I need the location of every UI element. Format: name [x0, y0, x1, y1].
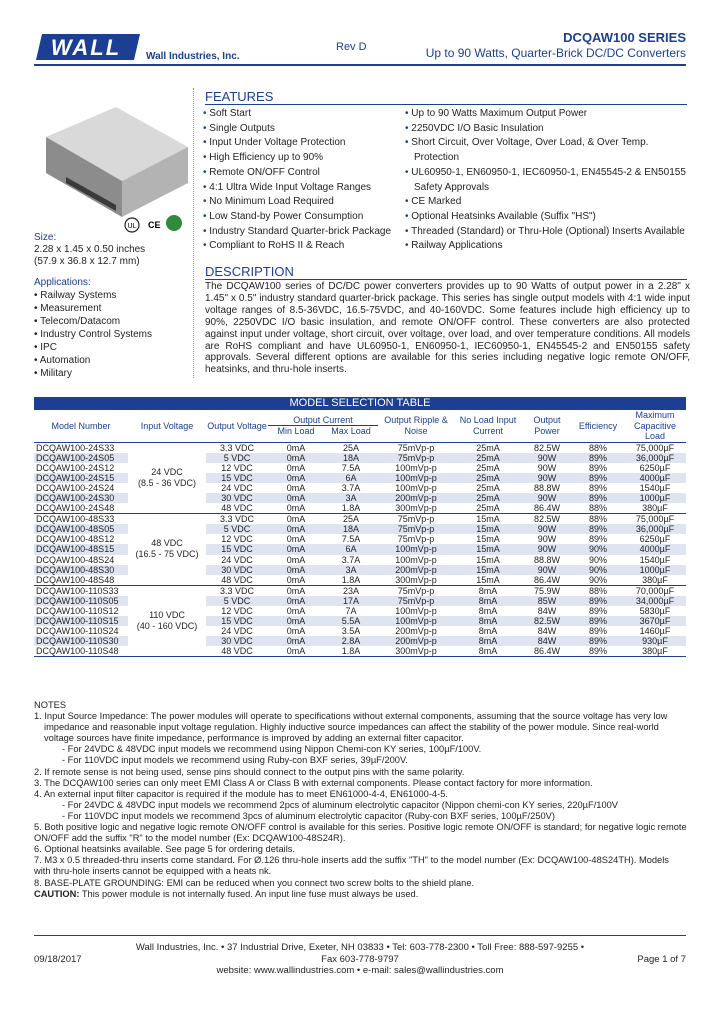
output-voltage: 5 VDC — [206, 453, 268, 463]
footer-date: 09/18/2017 — [34, 954, 82, 965]
output-power: 90W — [522, 473, 572, 483]
model-number: DCQAW100-110S33 — [36, 585, 119, 596]
model-number: DCQAW100-110S05 — [34, 596, 128, 606]
input-voltage-range: (8.5 - 36 VDC) — [137, 477, 197, 488]
output-voltage: 3.3 VDC — [219, 514, 254, 525]
efficiency: 89% — [572, 453, 624, 463]
model-number: DCQAW100-24S33 — [36, 442, 115, 453]
output-power: 88.8W — [533, 482, 560, 493]
series-subtitle: Up to 90 Watts, Quarter-Brick DC/DC Converters — [425, 46, 686, 60]
output-voltage: 24 VDC — [221, 482, 253, 493]
efficiency: 89% — [588, 534, 607, 545]
max-load: 7A — [345, 606, 357, 616]
series-title: DCQAW100 SERIES — [563, 30, 686, 45]
efficiency: 88% — [588, 514, 607, 525]
max-load: 1.8A — [324, 503, 378, 514]
ripple-noise: 200mVp-p — [395, 626, 437, 637]
output-power: 90W — [537, 534, 557, 545]
output-voltage: 30 VDC — [206, 636, 268, 646]
footer-address — [100, 942, 620, 977]
th-model: Model Number — [34, 410, 128, 442]
svg-text:CE: CE — [148, 220, 161, 230]
cap-load: 4000µF — [624, 473, 686, 483]
caution-text: This power module is not internally fused. An input line fuse must always be used. — [79, 888, 419, 899]
no-load-current: 25mA — [476, 442, 500, 453]
application-item: • Automation — [34, 354, 152, 367]
ripple-noise: 200mVp-p — [378, 636, 454, 646]
min-load: 0mA — [268, 596, 324, 606]
output-power: 84W — [537, 606, 557, 616]
input-voltage-range: (40 - 160 VDC) — [136, 621, 198, 632]
note-1d: - For 24VDC & 48VDC input models we recommend using Nippon Chemi-con KY series, 100µF/100V. — [62, 744, 482, 755]
cap-load: 6250µF — [639, 462, 671, 473]
output-power: 75.9W — [533, 585, 560, 596]
svg-text:UL: UL — [127, 223, 137, 230]
output-power: 84W — [537, 626, 557, 637]
note-2: 2. If remote sense is not being used, sense pins should connect to the output pins with the same polarity. — [34, 766, 465, 777]
cap-load: 75,000µF — [635, 442, 675, 453]
no-load-current: 25mA — [476, 462, 500, 473]
no-load-current: 8mA — [454, 636, 522, 646]
output-voltage: 15 VDC — [206, 473, 268, 483]
efficiency: 88% — [572, 503, 624, 514]
efficiency: 88% — [588, 442, 607, 453]
feature-item: • CE Marked — [405, 195, 690, 210]
max-load: 18A — [324, 524, 378, 534]
min-load: 0mA — [268, 646, 324, 657]
table-row — [34, 514, 686, 525]
ripple-noise: 100mVp-p — [378, 616, 454, 626]
th-ripple: Output Ripple & Noise — [378, 410, 454, 442]
note-8: 8. BASE-PLATE GROUNDING: EMI can be reduced when you connect two screw bolts to the shield plane. — [34, 877, 475, 888]
efficiency: 90% — [572, 565, 624, 575]
note-4c: - For 110VDC input models we recommend 3pcs of aluminum electrolytic capacitor (Ruby-con BXF series, 100µF/250V) — [62, 810, 555, 821]
cap-load: 380µF — [624, 575, 686, 586]
model-selection-table — [34, 410, 686, 657]
min-load: 0mA — [268, 544, 324, 554]
max-load: 3.7A — [341, 482, 361, 493]
max-load: 18A — [324, 453, 378, 463]
no-load-current: 15mA — [476, 514, 500, 525]
ripple-noise: 100mVp-p — [378, 544, 454, 554]
efficiency: 89% — [588, 462, 607, 473]
no-load-current: 8mA — [454, 616, 522, 626]
min-load: 0mA — [268, 524, 324, 534]
max-load: 7.5A — [341, 462, 361, 473]
feature-item: • 2250VDC I/O Basic Insulation — [405, 122, 690, 137]
feature-item: • Short Circuit, Over Voltage, Over Load, & Over Temp. Protection — [405, 136, 690, 165]
th-min-load: Min Load — [277, 426, 315, 437]
min-load: 0mA — [286, 534, 306, 545]
ripple-noise: 100mVp-p — [395, 554, 437, 565]
min-load: 0mA — [268, 503, 324, 514]
table-header-row — [34, 410, 686, 442]
th-no-load: No Load Input Current — [454, 410, 522, 442]
features-title: FEATURES — [205, 89, 274, 104]
notes-section — [34, 700, 689, 900]
output-voltage: 3.3 VDC — [219, 585, 254, 596]
model-number: DCQAW100-48S30 — [34, 565, 128, 575]
no-load-current: 15mA — [454, 565, 522, 575]
output-power: 86.4W — [522, 503, 572, 514]
efficiency: 89% — [572, 524, 624, 534]
wall-logo — [36, 30, 144, 64]
ripple-noise: 75mVp-p — [378, 453, 454, 463]
output-power: 86.4W — [522, 575, 572, 586]
cap-load: 36,000µF — [624, 524, 686, 534]
size-label: Size: — [34, 232, 57, 243]
feature-item: • 4:1 Ultra Wide Input Voltage Ranges — [203, 181, 403, 196]
ripple-noise: 300mVp-p — [378, 646, 454, 657]
feature-item: • Railway Applications — [405, 239, 690, 254]
note-1: 1. Input Source Impedance: The power modules will operate to specifications without external components, assuming that the source voltage has very low — [34, 711, 668, 722]
ripple-noise: 100mVp-p — [395, 462, 437, 473]
efficiency: 89% — [588, 606, 607, 616]
min-load: 0mA — [286, 514, 306, 525]
th-power: Output Power — [522, 410, 572, 442]
description-title: DESCRIPTION — [205, 264, 294, 279]
features-rule — [205, 104, 687, 105]
model-number: DCQAW100-48S33 — [36, 514, 115, 525]
model-number: DCQAW100-48S48 — [34, 575, 128, 586]
product-image — [36, 95, 196, 235]
note-4: 4. An external input filter capacitor is required if the module has to meet EN61000-4-4, EN61000-4-5. — [34, 788, 448, 799]
column-divider — [193, 88, 194, 378]
no-load-current: 15mA — [476, 534, 500, 545]
cap-load: 1540µF — [639, 554, 671, 565]
min-load: 0mA — [286, 626, 306, 637]
no-load-current: 25mA — [454, 493, 522, 503]
max-load: 3.5A — [341, 626, 361, 637]
min-load: 0mA — [286, 554, 306, 565]
company-name: Wall Industries, Inc. — [146, 51, 240, 62]
feature-item: • Low Stand-by Power Consumption — [203, 210, 403, 225]
min-load: 0mA — [268, 575, 324, 586]
no-load-current: 15mA — [454, 575, 522, 586]
output-voltage: 30 VDC — [206, 493, 268, 503]
th-max-load: Max Load — [331, 426, 371, 437]
cap-load: 70,000µF — [635, 585, 675, 596]
max-load: 6A — [324, 544, 378, 554]
ripple-noise: 75mVp-p — [378, 524, 454, 534]
note-7b: with thru-hole inserts cannot be equipped with a heats nk. — [34, 866, 272, 877]
min-load: 0mA — [268, 453, 324, 463]
no-load-current: 15mA — [454, 544, 522, 554]
model-number: DCQAW100-24S15 — [34, 473, 128, 483]
max-load: 6A — [324, 473, 378, 483]
ripple-noise: 75mVp-p — [397, 514, 435, 525]
min-load: 0mA — [268, 616, 324, 626]
cap-load: 5830µF — [639, 606, 671, 616]
cap-load: 1460µF — [639, 626, 671, 637]
efficiency: 90% — [588, 554, 607, 565]
th-input-voltage: Input Voltage — [128, 410, 206, 442]
cap-load: 34,000µF — [624, 596, 686, 606]
no-load-current: 8mA — [478, 606, 498, 616]
revision: Rev D — [336, 41, 367, 53]
application-item: • IPC — [34, 341, 152, 354]
max-load: 1.8A — [324, 575, 378, 586]
ripple-noise: 75mVp-p — [378, 596, 454, 606]
description-rule — [205, 279, 687, 280]
output-voltage: 48 VDC — [206, 503, 268, 514]
note-1c: voltage sources have finite impedance, performance is improved by adding an external filter capacitor. — [44, 733, 464, 744]
min-load: 0mA — [268, 473, 324, 483]
footer-page: Page 1 of 7 — [637, 954, 686, 965]
ripple-noise: 75mVp-p — [397, 534, 435, 545]
ripple-noise: 100mVp-p — [395, 482, 437, 493]
max-load: 25A — [342, 514, 359, 525]
feature-item: • Threaded (Standard) or Thru-Hole (Optional) Inserts Available — [405, 225, 690, 240]
cap-load: 380µF — [624, 503, 686, 514]
output-voltage: 5 VDC — [206, 524, 268, 534]
feature-item: • Input Under Voltage Protection — [203, 136, 403, 151]
note-4b: - For 24VDC & 48VDC input models we recommend 2pcs of aluminum electrolytic capacitor (Nippon chemi-con KY series, 220µF/100V — [62, 799, 619, 810]
cap-load: 380µF — [624, 646, 686, 657]
note-1e: - For 110VDC input models we recommend using Ruby-con BXF series, 39µF/200V. — [62, 755, 408, 766]
efficiency: 90% — [572, 544, 624, 554]
caution — [34, 889, 689, 900]
no-load-current: 25mA — [476, 482, 500, 493]
output-power: 82.5W — [533, 514, 560, 525]
output-voltage: 30 VDC — [206, 565, 268, 575]
feature-item: • High Efficiency up to 90% — [203, 151, 403, 166]
footer-line-1: Wall Industries, Inc. • 37 Industrial Drive, Exeter, NH 03833 • Tel: 603-778-2300 • Toll Free: 888-597-9255 • — [135, 942, 585, 953]
cap-load: 75,000µF — [635, 514, 675, 525]
feature-item: • Optional Heatsinks Available (Suffix "HS") — [405, 210, 690, 225]
output-power: 82.5W — [522, 616, 572, 626]
applications-block — [34, 276, 152, 380]
min-load: 0mA — [286, 585, 306, 596]
cap-load: 36,000µF — [624, 453, 686, 463]
model-number: DCQAW100-48S24 — [36, 554, 115, 565]
efficiency: 89% — [588, 626, 607, 637]
model-number: DCQAW100-48S15 — [34, 544, 128, 554]
feature-item: • Remote ON/OFF Control — [203, 166, 403, 181]
output-power: 90W — [522, 493, 572, 503]
th-efficiency: Efficiency — [572, 410, 624, 442]
no-load-current: 25mA — [454, 503, 522, 514]
efficiency: 89% — [572, 616, 624, 626]
model-number: DCQAW100-24S12 — [36, 462, 115, 473]
output-power: 85W — [522, 596, 572, 606]
cap-load: 1000µF — [624, 565, 686, 575]
output-power: 90W — [522, 565, 572, 575]
ripple-noise: 200mVp-p — [378, 565, 454, 575]
min-load: 0mA — [286, 482, 306, 493]
th-output-current — [268, 410, 378, 442]
ripple-noise: 200mVp-p — [378, 493, 454, 503]
note-5: 5. Both positive logic and negative logic remote ON/OFF control is available for this series. Positive logic remote ON/OFF is standard; for negative logic remote — [34, 822, 687, 833]
max-load: 3.7A — [341, 554, 361, 565]
footer-line-2: Fax 603-778-9797 — [321, 953, 399, 965]
output-voltage: 12 VDC — [221, 534, 253, 545]
notes-title: NOTES — [34, 700, 67, 710]
input-voltage-cell — [128, 585, 206, 657]
min-load: 0mA — [268, 565, 324, 575]
th-output-current-label: Output Current — [293, 414, 353, 425]
output-voltage: 48 VDC — [206, 575, 268, 586]
note-1b: impedance and reasonable input voltage regulation. Highly inductive source impedances can affect the stability of the power module. Since real-world — [44, 722, 659, 733]
no-load-current: 15mA — [454, 524, 522, 534]
applications-list — [34, 289, 152, 380]
feature-item: • Soft Start — [203, 107, 403, 122]
model-number: DCQAW100-110S30 — [34, 636, 128, 646]
model-number: DCQAW100-24S30 — [34, 493, 128, 503]
th-cap-load: Maximum Capacitive Load — [624, 410, 686, 442]
max-load: 25A — [342, 442, 359, 453]
model-number: DCQAW100-110S12 — [36, 606, 119, 616]
table-row — [34, 442, 686, 453]
application-item: • Railway Systems — [34, 289, 152, 302]
ce-mark-icon — [148, 220, 161, 230]
max-load: 2.8A — [324, 636, 378, 646]
model-number: DCQAW100-24S24 — [36, 482, 115, 493]
output-voltage: 12 VDC — [221, 462, 253, 473]
applications-title: Applications: — [34, 277, 91, 288]
max-load: 3A — [324, 493, 378, 503]
efficiency: 89% — [572, 493, 624, 503]
no-load-current: 8mA — [478, 626, 498, 637]
cap-load: 1540µF — [639, 482, 671, 493]
efficiency: 89% — [572, 473, 624, 483]
output-power: 90W — [522, 524, 572, 534]
output-voltage: 3.3 VDC — [219, 442, 254, 453]
note-7: 7. M3 x 0.5 threaded-thru inserts come standard. For Ø.126 thru-hole inserts add the suffix "TH" to the model number (Ex: DCQAW100-48S24TH). Models — [34, 855, 669, 866]
features-list-right — [405, 107, 690, 254]
max-load: 23A — [342, 585, 359, 596]
output-power: 90W — [522, 453, 572, 463]
ripple-noise: 300mVp-p — [378, 503, 454, 514]
max-load: 1.8A — [324, 646, 378, 657]
note-6: 6. Optional heatsinks available. See page 5 for ordering details. — [34, 844, 295, 855]
application-item: • Telecom/Datacom — [34, 315, 152, 328]
max-load: 7.5A — [341, 534, 361, 545]
input-voltage-nominal: 110 VDC — [149, 610, 185, 621]
feature-item: • Compliant to RoHS II & Reach — [203, 239, 403, 254]
svg-text:WALL: WALL — [50, 35, 122, 60]
ripple-noise: 300mVp-p — [378, 575, 454, 586]
output-voltage: 5 VDC — [206, 596, 268, 606]
feature-item: • Single Outputs — [203, 122, 403, 137]
efficiency: 89% — [572, 636, 624, 646]
input-voltage-range: (16.5 - 75 VDC) — [135, 549, 199, 560]
application-item: • Industry Control Systems — [34, 328, 152, 341]
application-item: • Measurement — [34, 302, 152, 315]
model-number: DCQAW100-24S48 — [34, 503, 128, 514]
header-rule — [34, 64, 686, 66]
model-number: DCQAW100-110S24 — [36, 626, 119, 637]
efficiency: 88% — [588, 585, 607, 596]
rohs-icon — [166, 215, 182, 231]
ul-mark-icon — [125, 218, 139, 232]
output-power: 88.8W — [533, 554, 560, 565]
table-title: MODEL SELECTION TABLE — [34, 397, 686, 410]
output-voltage: 12 VDC — [221, 606, 253, 616]
output-voltage: 15 VDC — [206, 544, 268, 554]
no-load-current: 15mA — [476, 554, 500, 565]
efficiency: 89% — [572, 646, 624, 657]
min-load: 0mA — [286, 462, 306, 473]
no-load-current: 25mA — [454, 453, 522, 463]
cap-load: 3670µF — [624, 616, 686, 626]
output-voltage: 24 VDC — [221, 554, 253, 565]
max-load: 5.5A — [324, 616, 378, 626]
note-3: 3. The DCQAW100 series can only meet EMI Class A or Class B with external components. Please contact factory for more information. — [34, 777, 593, 788]
efficiency: 89% — [572, 596, 624, 606]
footer-rule — [34, 935, 686, 936]
efficiency: 89% — [588, 482, 607, 493]
input-voltage-nominal: 24 VDC — [151, 466, 183, 477]
footer-line-3[interactable]: website: www.wallindustries.com • e-mail: sales@wallindustries.com — [216, 965, 504, 976]
max-load: 3A — [324, 565, 378, 575]
ripple-noise: 100mVp-p — [378, 473, 454, 483]
efficiency: 90% — [572, 575, 624, 586]
cap-load: 1000µF — [624, 493, 686, 503]
model-number: DCQAW100-48S05 — [34, 524, 128, 534]
table-row — [34, 585, 686, 596]
features-list-left — [203, 107, 403, 254]
min-load: 0mA — [268, 636, 324, 646]
output-voltage: 15 VDC — [206, 616, 268, 626]
output-voltage: 24 VDC — [221, 626, 253, 637]
cap-load: 4000µF — [624, 544, 686, 554]
size-inches: 2.28 x 1.45 x 0.50 inches — [34, 244, 146, 255]
output-power: 90W — [537, 462, 557, 473]
input-voltage-cell — [128, 442, 206, 514]
output-power: 82.5W — [533, 442, 560, 453]
feature-item: • No Minimum Load Required — [203, 195, 403, 210]
min-load: 0mA — [268, 493, 324, 503]
model-number: DCQAW100-24S05 — [34, 453, 128, 463]
ripple-noise: 75mVp-p — [397, 585, 435, 596]
output-power: 86.4W — [522, 646, 572, 657]
max-load: 17A — [324, 596, 378, 606]
cap-load: 930µF — [624, 636, 686, 646]
output-power: 84W — [522, 636, 572, 646]
description-text: The DCQAW100 series of DC/DC power converters provides up to 90 Watts of output power in a 2.28" x 1.45" x 0.5" industry standard quarter-brick package. This series has single output models with 4:1 wide input voltage ranges of 8.5-36VDC, 16.5-75VDC, and 40-160VDC. Some features include high efficiency up to 90%, 2250VDC I/O basic insulation, and remote ON/OFF control. These converters are also protected against input under voltage, short circuit, over voltage, over load, and over temperature conditions. All models are RoHS compliant and have UL60950-1, EN60950-1, IEC60950-1, EN45545-2 and EN50155 safety approvals. Several different options are available for this series including negative logic remote ON/OFF, heatsinks, and thru-hole inserts. — [205, 281, 690, 376]
application-item: • Military — [34, 367, 152, 380]
feature-item: • Up to 90 Watts Maximum Output Power — [405, 107, 690, 122]
output-voltage: 48 VDC — [206, 646, 268, 657]
feature-item: • Industry Standard Quarter-brick Package — [203, 225, 403, 240]
caution-label: CAUTION: — [34, 888, 80, 899]
min-load: 0mA — [286, 442, 306, 453]
min-load: 0mA — [286, 606, 306, 616]
th-output-voltage: Output Voltage — [206, 410, 268, 442]
model-number: DCQAW100-110S15 — [34, 616, 128, 626]
no-load-current: 25mA — [454, 473, 522, 483]
input-voltage-nominal: 48 VDC — [151, 538, 183, 549]
ripple-noise: 100mVp-p — [395, 606, 437, 616]
no-load-current: 8mA — [478, 585, 498, 596]
size-block — [34, 232, 145, 268]
model-number: DCQAW100-110S48 — [34, 646, 128, 657]
size-mm: (57.9 x 36.8 x 12.7 mm) — [34, 256, 140, 267]
output-power: 90W — [522, 544, 572, 554]
no-load-current: 8mA — [454, 596, 522, 606]
model-number: DCQAW100-48S12 — [36, 534, 115, 545]
ripple-noise: 75mVp-p — [397, 442, 435, 453]
no-load-current: 8mA — [454, 646, 522, 657]
input-voltage-cell — [128, 514, 206, 586]
note-5b: ON/OFF add the suffix "R" to the model number (Ex: DCQAW100-48S24R). — [34, 833, 346, 844]
feature-item: • UL60950-1, EN60950-1, IEC60950-1, EN45545-2 & EN50155 Safety Approvals — [405, 166, 690, 195]
cap-load: 6250µF — [639, 534, 671, 545]
